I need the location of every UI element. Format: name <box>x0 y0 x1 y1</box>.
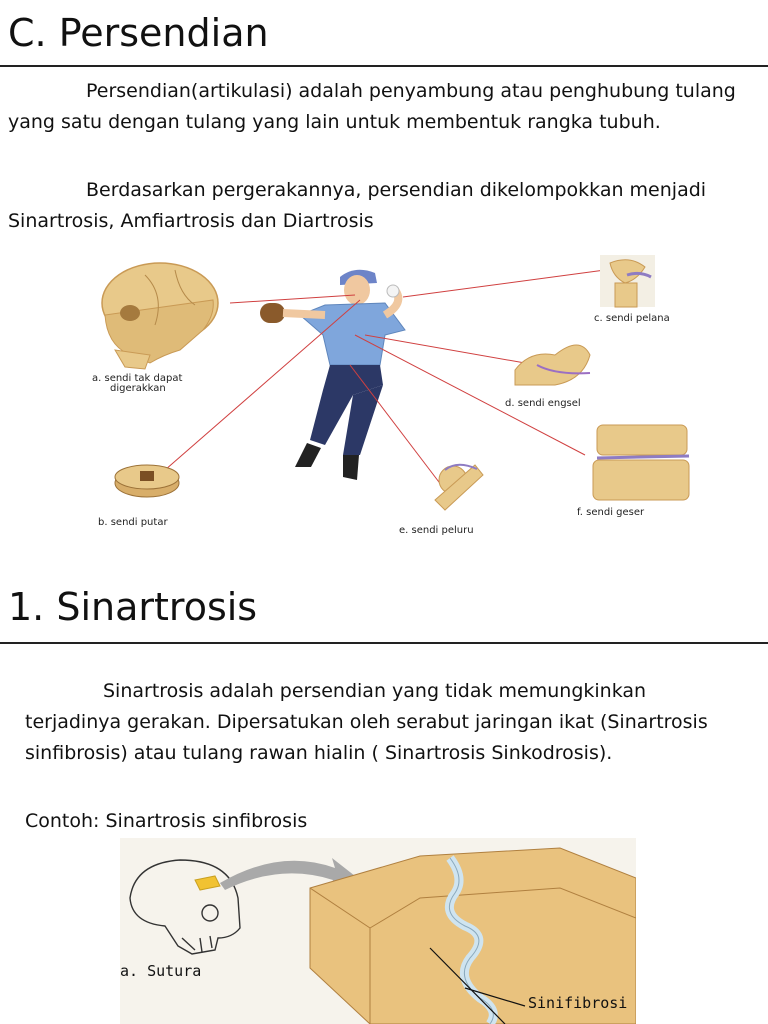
baseball-player-illustration <box>260 270 405 480</box>
saddle-joint-illustration <box>600 255 655 307</box>
label-d: d. sendi engsel <box>505 398 581 409</box>
label-f: f. sendi geser <box>577 507 645 518</box>
label-e: e. sendi peluru <box>399 525 474 536</box>
label-b: b. sendi putar <box>98 517 168 528</box>
label-sutura: a. Sutura <box>120 962 202 980</box>
label-a-line2: digerakkan <box>110 383 166 394</box>
section-title-sinartrosis: 1. Sinartrosis <box>8 585 258 629</box>
section-title-persendian: C. Persendian <box>8 11 269 55</box>
ball-joint-illustration <box>435 465 483 510</box>
label-sinifibrosi: Sinifibrosi <box>528 994 628 1012</box>
paragraph-definition: Persendian(artikulasi) adalah penyambung atau penghubung tulang yang satu dengan tulang yang lain untuk membentuk rangka tubuh. <box>8 80 736 133</box>
label-a-line1: a. sendi tak dapat <box>92 373 183 384</box>
hinge-joint-illustration <box>515 345 590 385</box>
pivot-joint-illustration <box>115 465 179 497</box>
paragraph-example: Contoh: Sinartrosis sinfibrosis <box>25 810 308 832</box>
skull-illustration <box>102 263 218 369</box>
label-c: c. sendi pelana <box>594 313 670 324</box>
gliding-joint-illustration <box>593 425 689 500</box>
paragraph-classification: Berdasarkan pergerakannya, persendian dikelompokkan menjadi Sinartrosis, Amfiartrosis dan Diartrosis <box>8 179 707 232</box>
section-divider <box>0 642 768 644</box>
paragraph-sinartrosis-definition: Sinartrosis adalah persendian yang tidak memungkinkan terjadinya gerakan. Dipersatukan oleh serabut jaringan ikat (Sinartrosis sinfibrosis) atau tulang rawan hialin ( Sinartrosis Sinkodrosis). <box>25 680 708 764</box>
title-divider <box>0 65 768 67</box>
joints-figure <box>85 255 705 545</box>
